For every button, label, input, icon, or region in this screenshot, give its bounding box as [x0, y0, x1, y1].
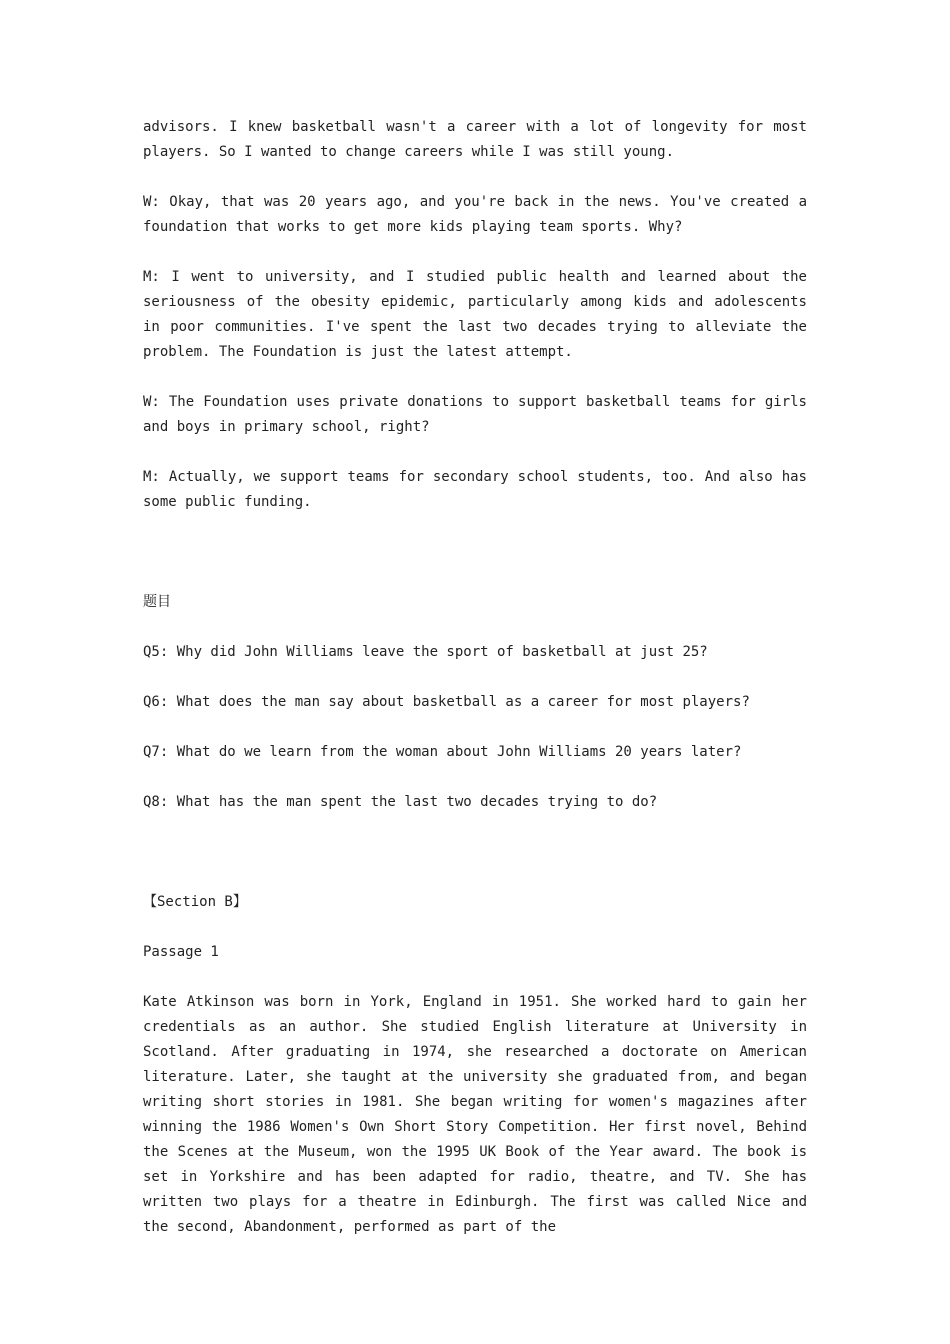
- question-item: Q7: What do we learn from the woman about John Williams 20 years later?: [143, 744, 742, 760]
- question-item: Q8: What has the man spent the last two decades trying to do?: [143, 794, 658, 810]
- dialogue-paragraph: advisors. I knew basketball wasn't a career with a lot of longevity for most players. So I wanted to change careers while I was still young.: [143, 119, 807, 160]
- dialogue-paragraph: W: Okay, that was 20 years ago, and you're back in the news. You've created a foundation that works to get more kids playing team sports. Why?: [143, 194, 807, 235]
- dialogue-paragraph: M: I went to university, and I studied public health and learned about the seriousness of the obesity epidemic, particularly among kids and adolescents in poor communities. I've spent the last two decades trying to alleviate the problem. The Foundation is just the latest attempt.: [143, 269, 807, 360]
- passage-paragraph: Kate Atkinson was born in York, England in 1951. She worked hard to gain her credentials as an author. She studied English literature at University in Scotland. After graduating in 1974, she researched a doctorate on American literature. Later, she taught at the university she graduated from, and began writing short stories in 1981. She began writing for women's magazines after winning the 1986 Women's Own Short Story Competition. Her first novel, Behind the Scenes at the Museum, won the 1995 UK Book of the Year award. The book is set in Yorkshire and has been adapted for radio, theatre, and TV. She has written two plays for a theatre in Edinburgh. The first was called Nice and the second, Abandonment, performed as part of the: [143, 994, 807, 1235]
- passage-heading: Passage 1: [143, 944, 219, 960]
- questions-heading: 题目: [143, 594, 171, 610]
- question-item: Q5: Why did John Williams leave the sport of basketball at just 25?: [143, 644, 708, 660]
- question-item: Q6: What does the man say about basketball as a career for most players?: [143, 694, 750, 710]
- section-heading: 【Section B】: [143, 894, 247, 910]
- spacer: [143, 840, 807, 890]
- spacer: [143, 540, 807, 590]
- dialogue-paragraph: W: The Foundation uses private donations to support basketball teams for girls and boys in primary school, right?: [143, 394, 807, 435]
- document-page: [143, 115, 807, 1265]
- dialogue-paragraph: M: Actually, we support teams for secondary school students, too. And also has some public funding.: [143, 469, 807, 510]
